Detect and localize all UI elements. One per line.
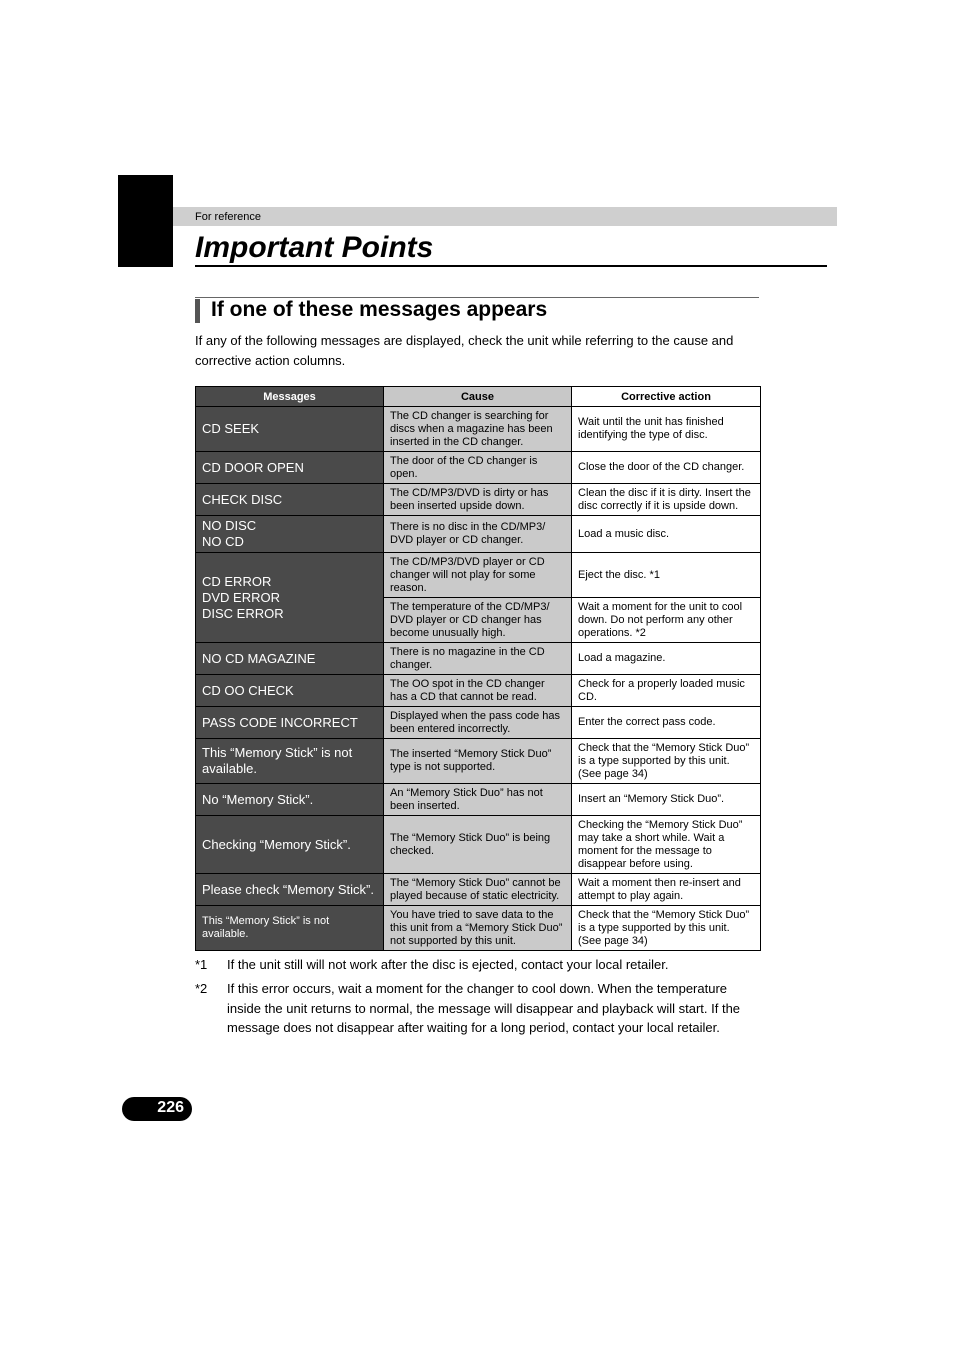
table-row xyxy=(196,874,761,906)
cause-cell: An “Memory Stick Duo” has not been inserted. xyxy=(384,784,572,816)
header-messages: Messages xyxy=(196,387,384,407)
action-cell: Wait a moment then re-insert and attempt to play again. xyxy=(572,874,761,906)
cause-cell: You have tried to save data to the this unit from a “Memory Stick Duo” not supported by this unit. xyxy=(384,906,572,951)
message-cell xyxy=(196,675,384,707)
message-text: NO CD MAGAZINE xyxy=(202,650,316,666)
action-cell: Check for a properly loaded music CD. xyxy=(572,675,761,707)
action-cell: Close the door of the CD changer. xyxy=(572,452,761,484)
title-rule xyxy=(195,265,827,267)
cause-cell: There is no magazine in the CD changer. xyxy=(384,643,572,675)
cause-cell: The temperature of the CD/MP3/ DVD player or CD changer has become unusually high. xyxy=(384,598,572,643)
cause-cell: The CD/MP3/DVD player or CD changer will not play for some reason. xyxy=(384,553,572,598)
message-cell xyxy=(196,407,384,452)
action-cell: Wait until the unit has finished identifying the type of disc. xyxy=(572,407,761,452)
table-row xyxy=(196,643,761,675)
chapter-tab xyxy=(118,175,173,267)
action-cell: Eject the disc. *1 xyxy=(572,553,761,598)
message-cell xyxy=(196,452,384,484)
footnote-mark: *1 xyxy=(195,957,208,972)
footnote-text: If this error occurs, wait a moment for the changer to cool down. When the temperature inside the unit returns to normal, the message will disappear and playback will start. If the message does not disappear after waiting for a long period, contact your local retailer. xyxy=(227,981,741,1035)
intro-paragraph: If any of the following messages are displayed, check the unit while referring to the cause and corrective action columns. xyxy=(195,333,734,368)
message-text: NO CD xyxy=(202,534,244,549)
message-text: PASS CODE INCORRECT xyxy=(202,714,358,730)
message-cell xyxy=(196,707,384,739)
table-row xyxy=(196,816,761,874)
table-row xyxy=(196,553,761,598)
action-cell: Checking the “Memory Stick Duo” may take a short while. Wait a moment for the message to disappear before using. xyxy=(572,816,761,874)
action-cell: Wait a moment for the unit to cool down. Do not perform any other operations. *2 xyxy=(572,598,761,643)
action-cell: Clean the disc if it is dirty. Insert the disc correctly if it is upside down. xyxy=(572,484,761,516)
header-action: Corrective action xyxy=(572,387,761,407)
section-title: If one of these messages appears xyxy=(211,298,548,321)
message-cell xyxy=(196,739,384,784)
message-text: CD ERROR xyxy=(202,573,272,589)
table-row xyxy=(196,739,761,784)
message-text: DVD ERROR xyxy=(202,589,281,605)
message-text: NO DISC xyxy=(202,518,257,533)
footnote-1 xyxy=(195,955,761,975)
table-row xyxy=(196,484,761,516)
action-cell: Load a magazine. xyxy=(572,643,761,675)
message-cell xyxy=(196,553,384,643)
cause-cell: The door of the CD changer is open. xyxy=(384,452,572,484)
footnote-2 xyxy=(195,979,761,1038)
message-cell xyxy=(196,816,384,874)
action-cell: Enter the correct pass code. xyxy=(572,707,761,739)
cause-cell: The CD/MP3/DVD is dirty or has been inserted upside down. xyxy=(384,484,572,516)
message-text: Checking “Memory Stick”. xyxy=(202,836,351,852)
section-label-bar xyxy=(173,207,837,226)
message-cell xyxy=(196,784,384,816)
message-text: This “Memory Stick” is not available. xyxy=(202,745,353,776)
table-row xyxy=(196,784,761,816)
section-label: For reference xyxy=(195,211,262,223)
cause-cell: The “Memory Stick Duo” is being checked. xyxy=(384,816,572,874)
messages-table xyxy=(195,386,761,951)
cause-cell: Displayed when the pass code has been entered incorrectly. xyxy=(384,707,572,739)
message-cell xyxy=(196,643,384,675)
footnote-text: If the unit still will not work after the disc is ejected, contact your local retailer. xyxy=(227,957,669,972)
section-marker xyxy=(195,299,200,323)
footnote-mark: *2 xyxy=(195,981,208,996)
message-cell xyxy=(196,516,384,553)
table-row xyxy=(196,452,761,484)
cause-cell: There is no disc in the CD/MP3/ DVD player or CD changer. xyxy=(384,516,572,553)
page-number: 226 xyxy=(122,1097,192,1121)
message-text: CHECK DISC xyxy=(202,491,283,507)
message-text: CD SEEK xyxy=(202,421,260,436)
message-cell xyxy=(196,874,384,906)
page-title: Important Points xyxy=(195,231,434,264)
table-row xyxy=(196,906,761,951)
action-cell: Check that the “Memory Stick Duo” is a type supported by this unit. (See page 34) xyxy=(572,906,761,951)
table-row xyxy=(196,407,761,452)
action-cell: Check that the “Memory Stick Duo” is a type supported by this unit. (See page 34) xyxy=(572,739,761,784)
message-text: This “Memory Stick” is not available. xyxy=(202,915,330,940)
table-row xyxy=(196,516,761,553)
message-text: No “Memory Stick”. xyxy=(202,791,314,807)
action-cell: Insert an “Memory Stick Duo”. xyxy=(572,784,761,816)
message-text: CD DOOR OPEN xyxy=(202,459,304,475)
message-text: DISC ERROR xyxy=(202,605,284,621)
message-cell xyxy=(196,906,384,951)
message-cell xyxy=(196,484,384,516)
cause-cell: The “Memory Stick Duo” cannot be played because of static electricity. xyxy=(384,874,572,906)
action-cell: Load a music disc. xyxy=(572,516,761,553)
message-text: Please check “Memory Stick”. xyxy=(202,881,374,897)
cause-cell: The inserted “Memory Stick Duo” type is not supported. xyxy=(384,739,572,784)
table-header-row xyxy=(196,387,761,407)
table-row xyxy=(196,707,761,739)
header-cause: Cause xyxy=(384,387,572,407)
cause-cell: The OO spot in the CD changer has a CD that cannot be read. xyxy=(384,675,572,707)
table-row xyxy=(196,675,761,707)
cause-cell: The CD changer is searching for discs when a magazine has been inserted in the CD changer. xyxy=(384,407,572,452)
message-text: CD OO CHECK xyxy=(202,682,294,698)
